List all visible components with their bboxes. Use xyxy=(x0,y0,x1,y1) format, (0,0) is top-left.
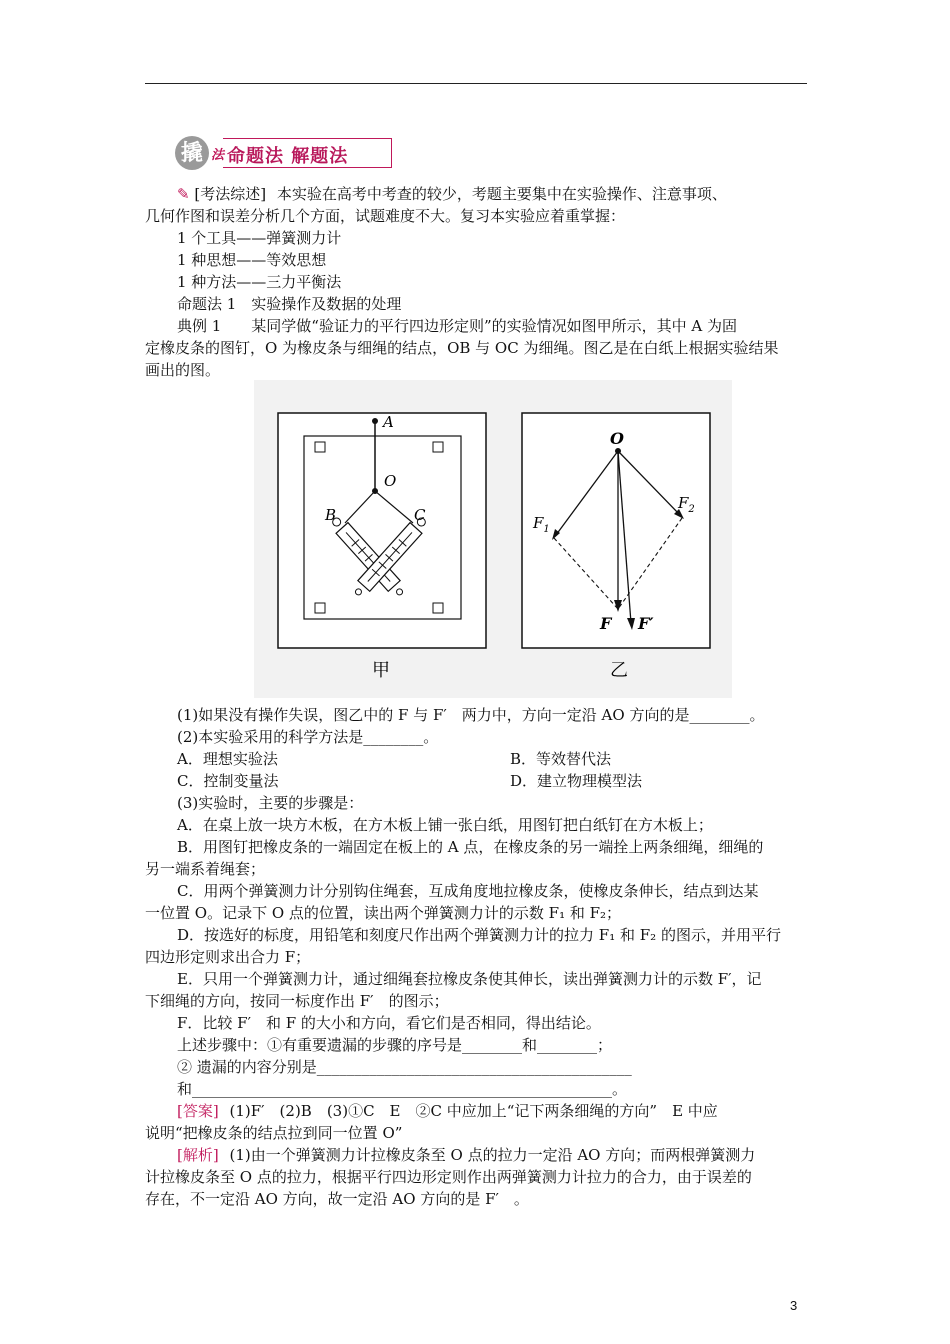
explanation-tag: [解析] xyxy=(177,1146,219,1164)
badge-sub: 法 xyxy=(211,148,225,163)
step-line: F．比较 F′ 和 F 的大小和方向，看它们是否相同，得出结论。 xyxy=(177,1014,601,1032)
answer-line: 说明“把橡皮条的结点拉到同一位置 O” xyxy=(145,1124,403,1142)
label-C: C xyxy=(414,506,426,524)
text-line: 画出的图。 xyxy=(145,361,221,379)
blank-line: ② 遗漏的内容分别是__________________________________________ xyxy=(177,1058,632,1076)
label-Fprime: F′ xyxy=(638,614,654,633)
text-line: 1 个工具——弹簧测力计 xyxy=(177,229,342,247)
text-line: 典例 1 某同学做“验证力的平行四边形定则”的实验情况如图甲所示，其中 A 为固 xyxy=(177,317,738,335)
question-line: (2)本实验采用的科学方法是________。 xyxy=(177,728,439,746)
step-line: 一位置 O。记录下 O 点的位置，读出两个弹簧测力计的示数 F₁ 和 F₂； xyxy=(145,904,622,922)
text-line: 命题法 1 实验操作及数据的处理 xyxy=(177,295,402,313)
answer-line: [答案] (1)F′ (2)B (3)①C E ②C 中应加上“记下两条细绳的方向” E 中应 xyxy=(177,1102,718,1120)
experiment-figure xyxy=(254,380,732,698)
question-line: (1)如果没有操作失误，图乙中的 F 与 F′ 两力中，方向一定沿 AO 方向的是________。 xyxy=(177,706,765,724)
pen-icon: ✎ xyxy=(177,185,190,203)
label-yi: 乙 xyxy=(610,660,628,681)
step-line: 另一端系着绳套； xyxy=(145,860,266,878)
header-rule xyxy=(145,83,807,84)
step-line: D．按选好的标度，用铅笔和刻度尺作出两个弹簧测力计的拉力 F₁ 和 F₂ 的图示，并用平行 xyxy=(177,926,781,944)
label-B: B xyxy=(325,506,337,524)
explanation-line: [解析] (1)由一个弹簧测力计拉橡皮条至 O 点的拉力一定沿 AO 方向；而两根弹簧测力 xyxy=(177,1146,756,1164)
blank-line: 上述步骤中：①有重要遗漏的步骤的序号是________和________； xyxy=(177,1036,613,1054)
step-line: 四边形定则求出合力 F； xyxy=(145,948,311,966)
explanation-line: 存在，不一定沿 AO 方向，故一定沿 AO 方向的是 F′ 。 xyxy=(145,1190,529,1208)
label-A: A xyxy=(383,413,394,431)
label-F1: $F_1$ xyxy=(533,514,550,535)
label-jia: 甲 xyxy=(372,660,390,681)
option-A: A．理想实验法 xyxy=(177,750,278,768)
blank-line: 和________________________________________________________。 xyxy=(177,1080,628,1098)
badge-circle-icon: 撬 xyxy=(175,136,209,170)
step-line: C．用两个弹簧测力计分别钩住绳套，互成角度地拉橡皮条，使橡皮条伸长，结点到达某 xyxy=(177,882,759,900)
label-O: O xyxy=(384,472,397,490)
section-badge xyxy=(175,130,395,174)
section-title: 命题法 解题法 xyxy=(227,146,349,167)
explanation-line: 计拉橡皮条至 O 点的拉力，根据平行四边形定则作出两弹簧测力计拉力的合力，由于误差的 xyxy=(145,1168,752,1186)
step-line: B．用图钉把橡皮条的一端固定在板上的 A 点，在橡皮条的另一端拴上两条细绳，细绳的 xyxy=(177,838,764,856)
text-line: 定橡皮条的图钉，O 为橡皮条与细绳的结点，OB 与 OC 为细绳。图乙是在白纸上根据实验结果 xyxy=(145,339,779,357)
answer-tag: [答案] xyxy=(177,1102,219,1120)
option-D: D．建立物理模型法 xyxy=(510,772,643,790)
text-line: 1 种方法——三力平衡法 xyxy=(177,273,342,291)
text-line: 几何作图和误差分析几个方面，试题难度不大。复习本实验应着重掌握： xyxy=(145,207,626,225)
text-line: 1 种思想——等效思想 xyxy=(177,251,327,269)
step-line: 下细绳的方向，按同一标度作出 F′ 的图示； xyxy=(145,992,449,1010)
question-line: (3)实验时，主要的步骤是： xyxy=(177,794,364,812)
label-O2: O xyxy=(610,429,624,448)
option-B: B．等效替代法 xyxy=(510,750,612,768)
step-line: A．在桌上放一块方木板，在方木板上铺一张白纸，用图钉把白纸钉在方木板上； xyxy=(177,816,713,834)
intro-line: ✎ [考法综述] 本实验在高考中考查的较少，考题主要集中在实验操作、注意事项、 xyxy=(177,185,727,203)
page-number: 3 xyxy=(790,1298,798,1313)
label-F: F xyxy=(600,614,612,633)
label-F2: $F_2$ xyxy=(678,494,695,515)
step-line: E．只用一个弹簧测力计，通过细绳套拉橡皮条使其伸长，读出弹簧测力计的示数 F′，记 xyxy=(177,970,762,988)
option-C: C．控制变量法 xyxy=(177,772,279,790)
